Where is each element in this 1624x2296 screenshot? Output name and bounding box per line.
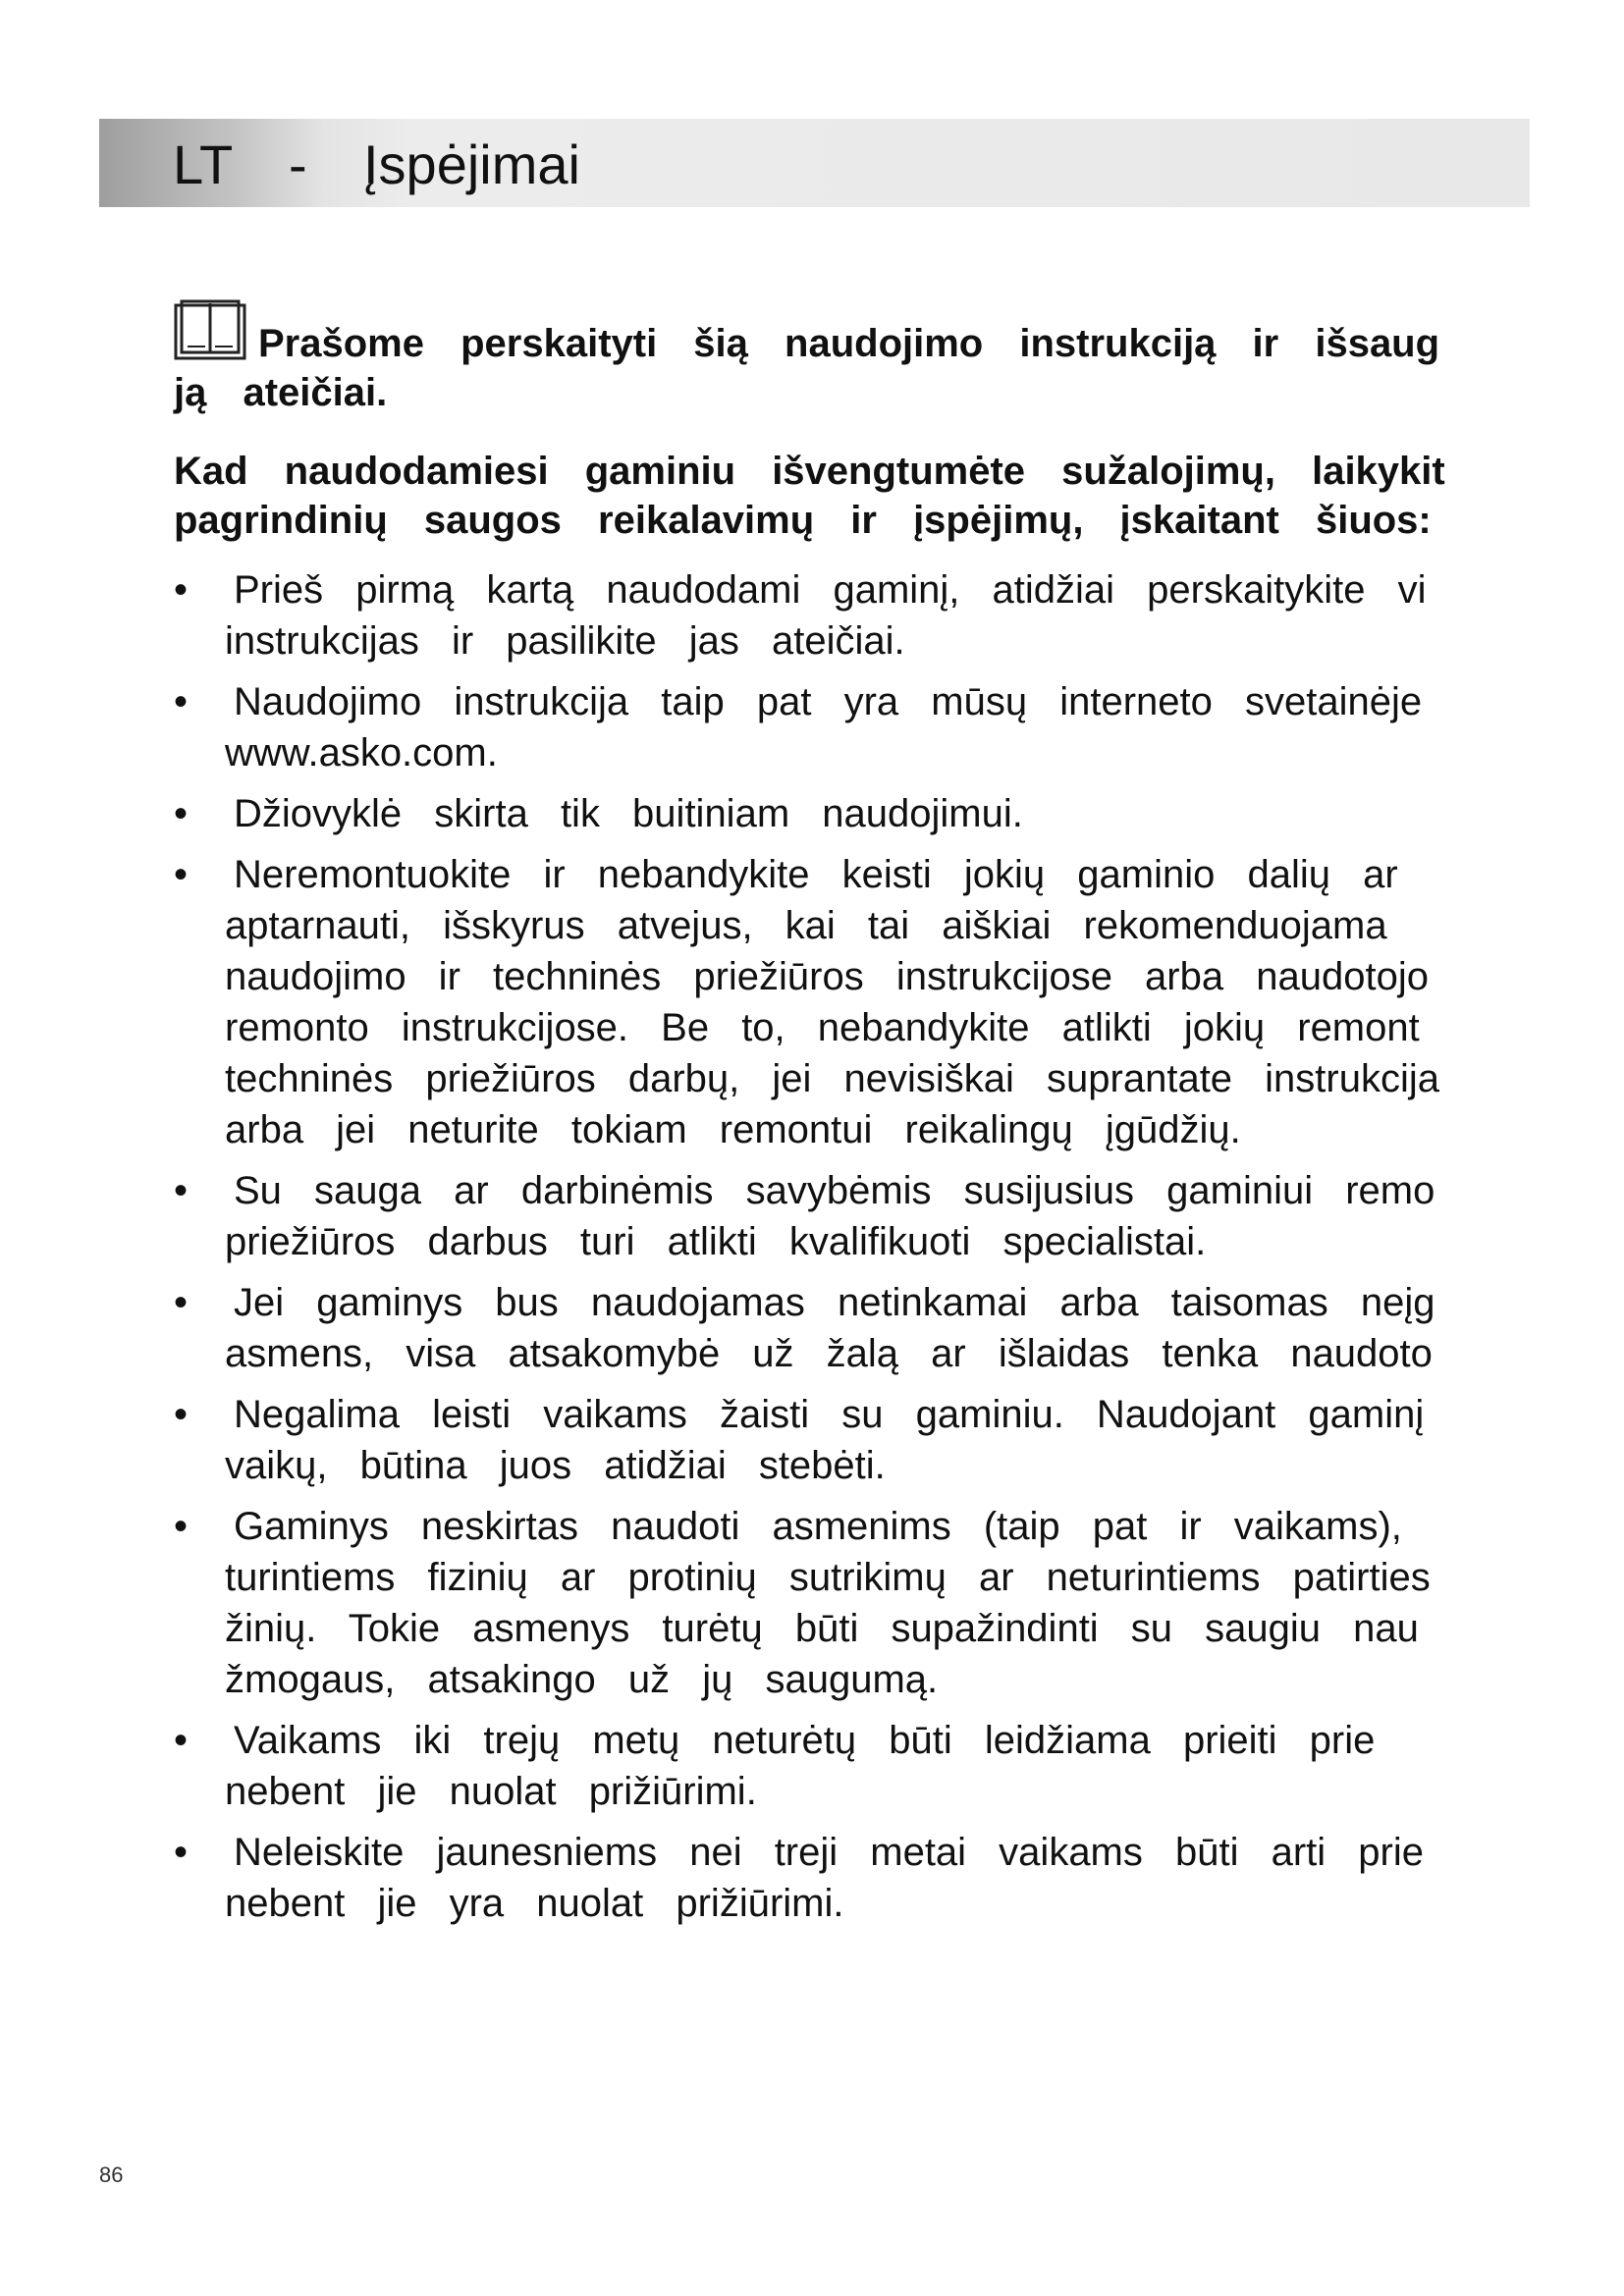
warning-line: arba jei neturite tokiam remontui reikalingų įgūdžių. (225, 1108, 1241, 1151)
warning-line: žinių. Tokie asmenys turėtų būti supažindinti su saugiu nau (225, 1607, 1419, 1650)
warning-line: Prieš pirmą kartą naudodami gaminį, atidžiai perskaitykite vi (234, 568, 1427, 612)
warning-line: priežiūros darbus turi atlikti kvalifikuoti specialistai. (225, 1220, 1207, 1263)
content-area (0, 285, 1586, 1953)
intro-line-1: Prašome perskaityti šią naudojimo instrukciją ir išsaug (258, 322, 1440, 365)
warning-list (0, 564, 1586, 1939)
bullet-icon: • (174, 853, 189, 896)
lead-line-1: Kad naudodamiesi gaminiu išvengtumėte sužalojimų, laikykit (174, 450, 1445, 493)
warning-item (0, 1715, 1586, 1817)
page-title (173, 135, 580, 194)
warning-item (0, 1501, 1586, 1705)
warning-item (0, 1165, 1586, 1267)
lead-line-2: pagrindinių saugos reikalavimų ir įspėjimų, įskaitant šiuos: (174, 499, 1432, 542)
intro-line-2: ją ateičiai. (174, 371, 388, 414)
bullet-icon: • (174, 792, 189, 835)
warning-line: Su sauga ar darbinėmis savybėmis susijusius gaminiui remo (234, 1169, 1435, 1212)
warning-item (0, 1277, 1586, 1379)
warning-line: turintiems fizinių ar protinių sutrikimų ar neturintiems patirties (225, 1556, 1431, 1599)
intro-notice (174, 319, 1586, 417)
warning-item (0, 849, 1586, 1155)
warning-line: Džiovyklė skirta tik buitiniam naudojimui. (234, 792, 1023, 835)
warning-line: Naudojimo instrukcija taip pat yra mūsų interneto svetainėje (234, 680, 1423, 723)
warning-line: vaikų, būtina juos atidžiai stebėti. (225, 1444, 886, 1487)
bullet-icon: • (174, 680, 189, 723)
warning-item (0, 676, 1586, 778)
warning-line: nebent jie yra nuolat prižiūrimi. (225, 1882, 844, 1925)
warning-line: instrukcijas ir pasilikite jas ateičiai. (225, 619, 905, 663)
warning-line: Negalima leisti vaikams žaisti su gaminiu. Naudojant gaminį (234, 1393, 1425, 1436)
bullet-icon: • (174, 1169, 189, 1212)
language-code: LT (173, 133, 234, 195)
warning-line: Vaikams iki trejų metų neturėtų būti leidžiama prieiti prie (234, 1719, 1376, 1762)
warning-line: naudojimo ir techninės priežiūros instrukcijose arba naudotojo (225, 955, 1429, 998)
bullet-icon: • (174, 1719, 189, 1762)
warning-item (0, 788, 1586, 839)
bullet-icon: • (174, 1393, 189, 1436)
bullet-icon: • (174, 1281, 189, 1324)
warning-line: techninės priežiūros darbų, jei nevisiškai suprantate instrukcija (225, 1057, 1439, 1100)
title-text: Įspėjimai (363, 133, 580, 195)
bullet-icon: • (174, 1831, 189, 1874)
warning-line: Gaminys neskirtas naudoti asmenims (taip pat ir vaikams), (234, 1505, 1402, 1548)
warning-line: aptarnauti, išskyrus atvejus, kai tai aiškiai rekomenduojama (225, 904, 1387, 947)
safety-lead (174, 447, 1586, 545)
warning-line: Neremontuokite ir nebandykite keisti jokių gaminio dalių ar (234, 853, 1398, 896)
warning-line: www.asko.com. (225, 731, 498, 774)
warning-line: asmens, visa atsakomybė už žalą ar išlaidas tenka naudoto (225, 1332, 1433, 1375)
warning-line: Jei gaminys bus naudojamas netinkamai arba taisomas neįg (234, 1281, 1435, 1324)
warning-line: remonto instrukcijose. Be to, nebandykite atlikti jokių remont (225, 1006, 1420, 1049)
bullet-icon: • (174, 1505, 189, 1548)
page-number: 86 (99, 2163, 124, 2187)
title-separator: - (289, 133, 307, 195)
warning-item (0, 1389, 1586, 1491)
warning-line: žmogaus, atsakingo už jų saugumą. (225, 1658, 939, 1701)
bullet-icon: • (174, 568, 189, 612)
warning-line: nebent jie nuolat prižiūrimi. (225, 1770, 757, 1813)
warning-item (0, 1827, 1586, 1929)
warning-item (0, 564, 1586, 667)
warning-line: Neleiskite jaunesniems nei treji metai vaikams būti arti prie (234, 1831, 1424, 1874)
